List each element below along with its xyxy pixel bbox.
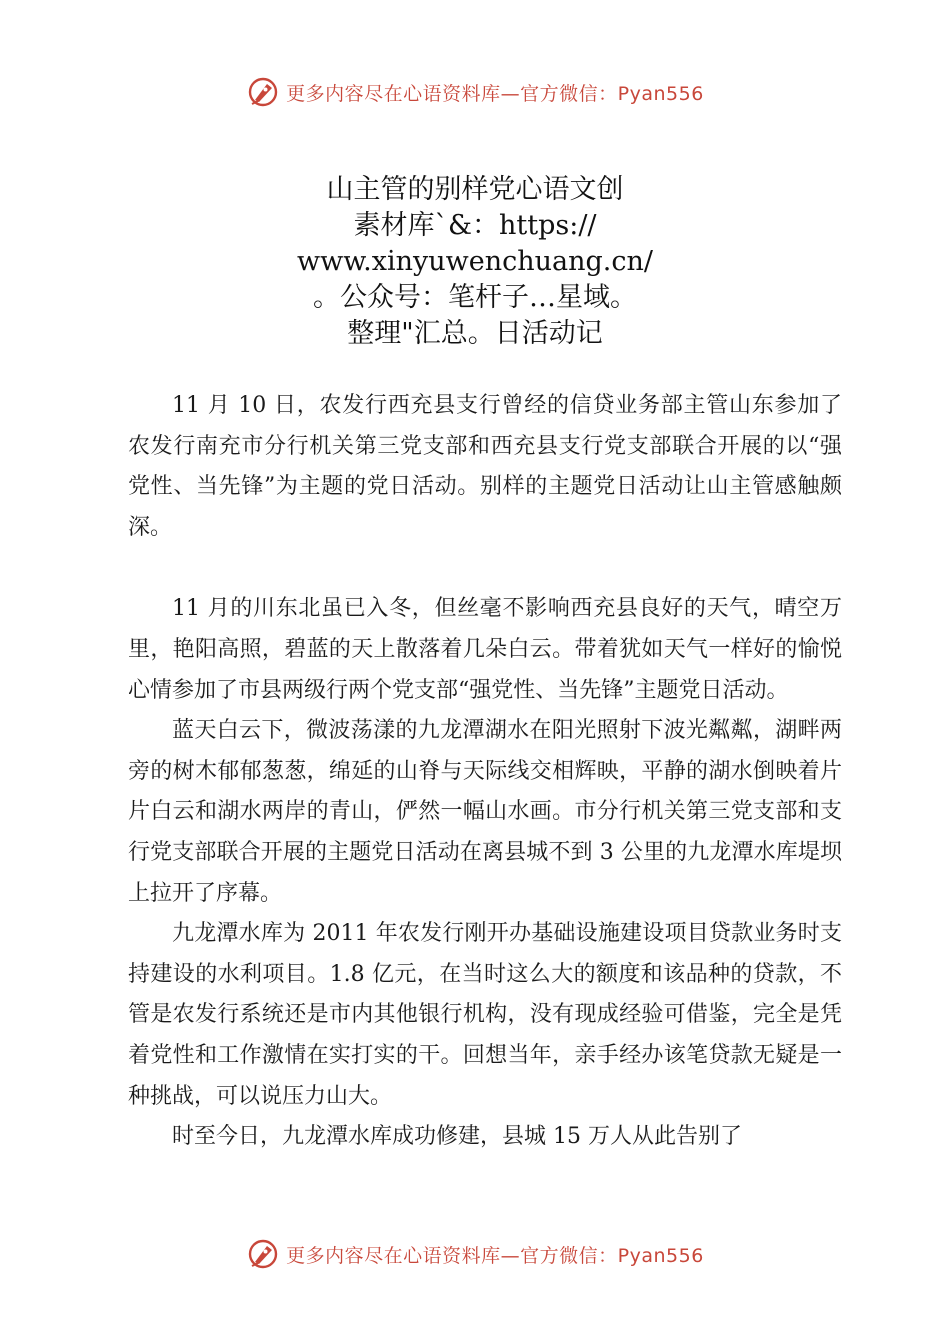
- watermark-banner-bottom: [0, 1232, 950, 1276]
- pen-nib-circle-icon: [246, 1237, 280, 1271]
- pen-nib-circle-icon: [246, 75, 280, 109]
- paragraph: 九龙潭水库为 2011 年农发行刚开办基础设施建设项目贷款业务时支持建设的水利项目。1.8 亿元，在当时这么大的额度和该品种的贷款，不管是农发行系统还是市内其他银行机构，没有现成经验可借鉴，完全是凭着党性和工作激情在实打实的干。回想当年，亲手经办该笔贷款无疑是一种挑战，可以说压力山大。: [128, 921, 842, 1109]
- title-line: 整理"汇总。日活动记: [347, 318, 603, 349]
- title-line: www.xinyuwenchuang.cn/: [297, 246, 653, 277]
- document-title: [0, 172, 950, 352]
- paragraph: 11 月的川东北虽已入冬，但丝毫不影响西充县良好的天气，晴空万里，艳阳高照，碧蓝的天上散落着几朵白云。带着犹如天气一样好的愉悦心情参加了市县两级行两个党支部“强党性、当先锋”主题党日活动。: [128, 596, 842, 703]
- watermark-text: 更多内容尽在心语资料库—官方微信：Pyan556: [286, 82, 704, 105]
- title-line: 。公众号：笔杆子…星域。: [313, 282, 637, 313]
- paragraph: 蓝天白云下，微波荡漾的九龙潭湖水在阳光照射下波光粼粼，湖畔两旁的树木郁郁葱葱，绵延的山脊与天际线交相辉映，平静的湖水倒映着片片白云和湖水两岸的青山，俨然一幅山水画。市分行机关第三党支部和支行党支部联合开展的主题党日活动在离县城不到 3 公里的九龙潭水库堤坝上拉开了序幕。: [128, 718, 842, 906]
- watermark-text: 更多内容尽在心语资料库—官方微信：Pyan556: [286, 1244, 704, 1267]
- title-line: 山主管的别样党心语文创: [326, 174, 624, 205]
- paragraph: 11 月 10 日，农发行西充县支行曾经的信贷业务部主管山东参加了农发行南充市分行机关第三党支部和西充县支行党支部联合开展的以“强党性、当先锋”为主题的党日活动。别样的主题党日活动让山主管感触颇深。: [128, 393, 842, 540]
- paragraph: 时至今日，九龙潭水库成功修建，县城 15 万人从此告别了: [172, 1124, 742, 1150]
- title-line: 素材库`&：https://: [353, 210, 597, 241]
- document-body: [128, 386, 842, 1158]
- watermark-banner-top: [0, 70, 950, 114]
